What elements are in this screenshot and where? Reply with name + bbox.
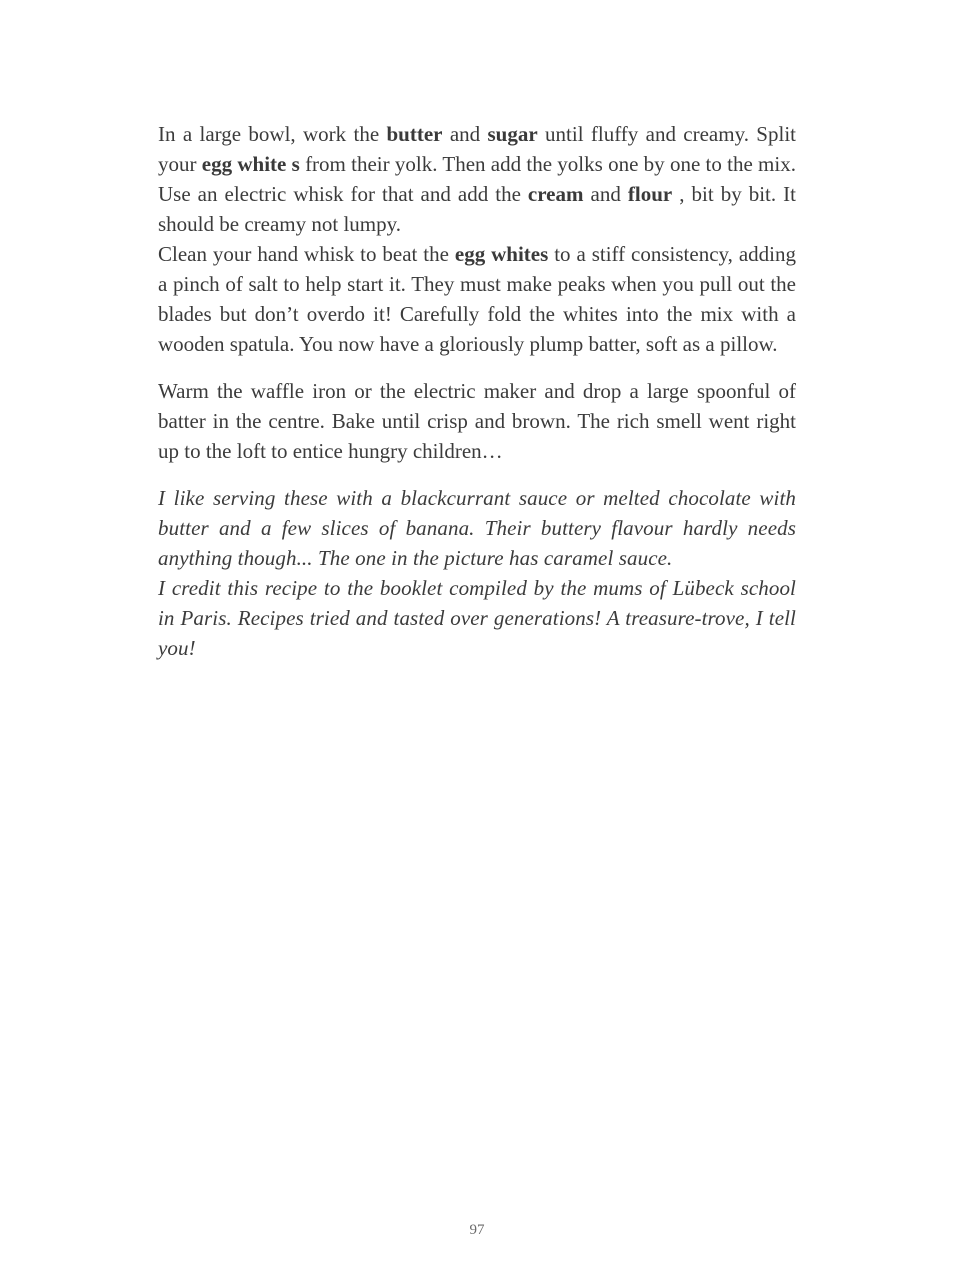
serving-note: I like serving these with a blackcurrant sauce or melted chocolate with butter and a few slices of banana. Their buttery flavour hardly needs anything though... The one in the picture has caramel sauce.	[158, 486, 796, 570]
ingredient-flour: flour	[627, 182, 673, 206]
text-run: , bit by bit. It should be creamy not lumpy.	[158, 182, 796, 236]
text-run: until fluffy and creamy. Split your	[158, 122, 796, 176]
method-paragraph-batter	[158, 119, 796, 239]
text-run: from their yolk. Then add the yolks one by one to the mix. Use an electric whisk for that and add the	[158, 152, 796, 206]
method-paragraph-baking: Warm the waffle iron or the electric maker and drop a large spoonful of batter in the centre. Bake until crisp and brown. The rich smell went right up to the loft to entice hungry children…	[158, 379, 796, 463]
page-number: 97	[469, 1222, 485, 1238]
text-run: to a stiff consistency, adding a pinch of salt to help start it. They must make peaks when you pull out the blades but don’t overdo it! Carefully fold the whites into the mix with a wooden spatula. You now have a gloriously plump batter, soft as a pillow.	[158, 242, 796, 356]
ingredient-cream: cream	[527, 182, 584, 206]
ingredient-sugar: sugar	[487, 122, 538, 146]
paragraph-gap	[158, 466, 796, 483]
text-run: In a large bowl, work the	[158, 122, 387, 146]
ingredient-egg-whites: egg white s	[201, 152, 300, 176]
paragraph-gap	[158, 359, 796, 376]
method-paragraph-whites	[158, 239, 796, 359]
recipe-text-block	[158, 119, 796, 663]
text-run: and	[583, 182, 628, 206]
ingredient-butter: butter	[386, 122, 443, 146]
ingredient-egg-whites: egg whites	[454, 242, 549, 266]
text-run: and	[442, 122, 488, 146]
text-run: Clean your hand whisk to beat the	[158, 242, 455, 266]
credit-note: I credit this recipe to the booklet compiled by the mums of Lübeck school in Paris. Recipes tried and tasted over generations! A treasure-trove, I tell you!	[158, 576, 796, 660]
